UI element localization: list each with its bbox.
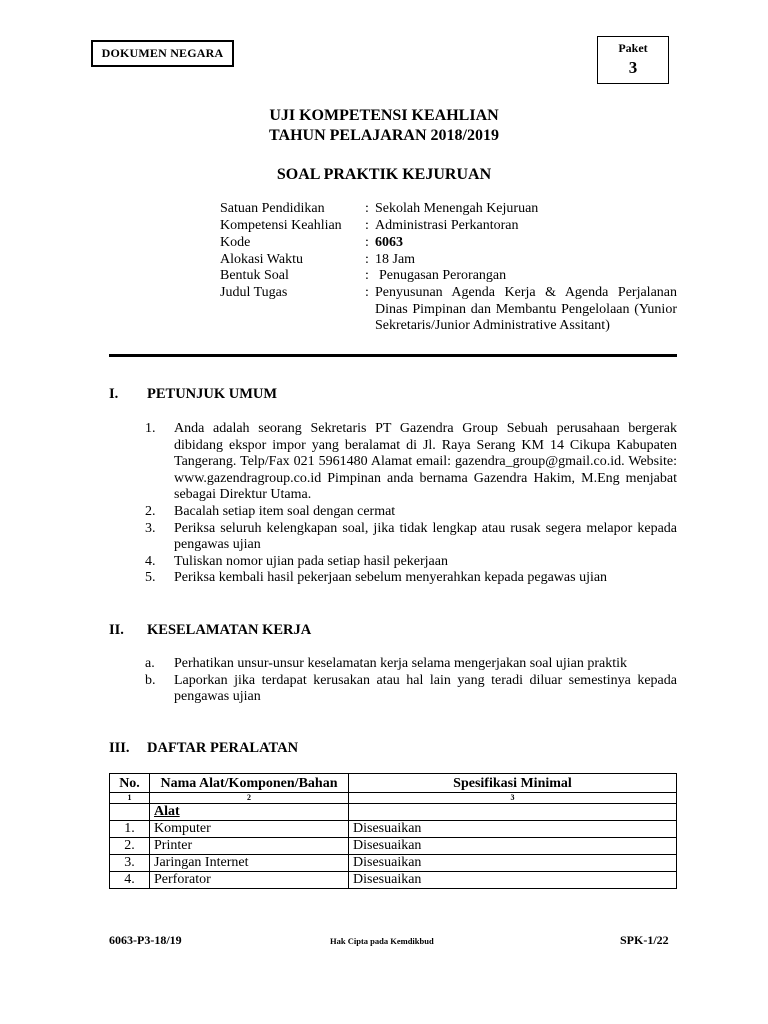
info-value: 6063 xyxy=(375,235,403,250)
info-value: Administrasi Perkantoran xyxy=(375,218,519,233)
list-marker: 5. xyxy=(145,570,156,586)
section-title: DAFTAR PERALATAN xyxy=(147,740,299,756)
section-title: KESELAMATAN KERJA xyxy=(147,622,312,638)
info-value: Penyusunan Agenda Kerja & Agenda Perjalanan Dinas Pimpinan dan Membantu Pengelolaan (Yunior Sekretaris/Junior Administrative Assitant) xyxy=(375,285,677,333)
table-row xyxy=(110,855,677,872)
row-number: 4. xyxy=(110,872,150,889)
info-key: Kode xyxy=(220,235,251,250)
section-number: I. xyxy=(109,386,119,402)
list-text: Tuliskan nomor ujian pada setiap hasil pekerjaan xyxy=(174,553,448,569)
list-marker: 4. xyxy=(145,553,156,569)
info-colon: : xyxy=(365,285,369,300)
list-item xyxy=(145,656,677,673)
info-key: Satuan Pendidikan xyxy=(220,201,325,216)
list-text: Periksa seluruh kelengkapan soal, jika tidak lengkap atau rusak segera melapor kepada pengawas ujian xyxy=(174,520,677,553)
row-number: 2. xyxy=(110,838,150,855)
row-number: 3. xyxy=(110,855,150,872)
list-text: Bacalah setiap item soal dengan cermat xyxy=(174,503,396,519)
row-number: 1. xyxy=(110,821,150,838)
info-value: Sekolah Menengah Kejuruan xyxy=(375,201,539,216)
exam-title: UJI KOMPETENSI KEAHLIAN xyxy=(269,107,499,124)
list-item xyxy=(145,554,677,571)
section-title: PETUNJUK UMUM xyxy=(147,386,278,402)
info-colon: : xyxy=(365,201,369,216)
table-row xyxy=(110,872,677,889)
index-cell: 1 xyxy=(110,793,150,804)
list-text: Perhatikan unsur-unsur keselamatan kerja selama mengerjakan soal ujian praktik xyxy=(174,656,628,671)
document-classification-label: DOKUMEN NEGARA xyxy=(91,40,234,67)
info-colon: : xyxy=(365,268,369,283)
paket-number: 3 xyxy=(628,58,638,77)
row-spec: Disesuaikan xyxy=(349,872,677,889)
info-key: Bentuk Soal xyxy=(220,268,289,283)
info-value: Penugasan Perorangan xyxy=(379,268,507,283)
table-row xyxy=(110,838,677,855)
footer-doc-code: 6063-P3-18/19 xyxy=(109,933,182,947)
academic-year-title: TAHUN PELAJARAN 2018/2019 xyxy=(269,127,499,144)
list-marker: 3. xyxy=(145,520,156,536)
section-number: II. xyxy=(109,622,124,638)
table-cell xyxy=(349,804,677,821)
table-cell xyxy=(110,804,150,821)
list-marker: a. xyxy=(145,656,155,671)
list-marker: 1. xyxy=(145,421,156,436)
list-text: Periksa kembali hasil pekerjaan sebelum menyerahkan kepada pegawas ujian xyxy=(174,570,608,586)
list-item xyxy=(145,570,677,587)
list-item xyxy=(145,504,677,521)
header-divider xyxy=(109,354,677,357)
column-header-name: Nama Alat/Komponen/Bahan xyxy=(150,774,349,793)
instruction-list xyxy=(145,421,677,587)
list-text: Anda adalah seorang Sekretaris PT Gazendra Group Sebuah perusahaan bergerak dibidang ekspor impor yang beralamat di Jl. Raya Serang KM 14 Cikupa Kabupaten Tangerang. Telp/Fax 021 5961480 Alamat email: gazendra_group@gmail.co.id. Website: www.gazendragroup.co.id Pimpinan anda bernama Gazendra Hakim, M.Eng menjabat sebagai Direktur Utama. xyxy=(174,421,677,503)
row-name: Komputer xyxy=(150,821,349,838)
row-name: Perforator xyxy=(150,872,349,889)
group-label: Alat xyxy=(150,804,349,821)
paket-label: Paket xyxy=(618,41,648,55)
paket-box xyxy=(597,36,669,84)
equipment-table xyxy=(109,773,677,889)
footer-copyright: Hak Cipta pada Kemdikbud xyxy=(330,936,434,946)
info-key: Judul Tugas xyxy=(220,285,288,300)
table-index-row xyxy=(110,793,677,804)
table-group-row xyxy=(110,804,677,821)
row-name: Printer xyxy=(150,838,349,855)
section-number: III. xyxy=(109,740,130,756)
column-header-spec: Spesifikasi Minimal xyxy=(349,774,677,793)
safety-list xyxy=(145,656,677,706)
info-colon: : xyxy=(365,218,369,233)
info-key: Alokasi Waktu xyxy=(220,252,303,267)
list-item xyxy=(145,673,677,706)
row-spec: Disesuaikan xyxy=(349,821,677,838)
info-colon: : xyxy=(365,235,369,250)
index-cell: 2 xyxy=(150,793,349,804)
exam-subtitle: SOAL PRAKTIK KEJURUAN xyxy=(276,166,492,183)
list-text: Laporkan jika terdapat kerusakan atau hal lain yang teradi diluar semestinya kepada pengawas ujian xyxy=(174,672,677,705)
list-marker: 2. xyxy=(145,503,156,519)
info-colon: : xyxy=(365,252,369,267)
list-item xyxy=(145,421,677,504)
table-row xyxy=(110,821,677,838)
index-cell: 3 xyxy=(349,793,677,804)
column-header-no: No. xyxy=(110,774,150,793)
table-header-row xyxy=(110,774,677,793)
info-value: 18 Jam xyxy=(375,252,416,267)
info-key: Kompetensi Keahlian xyxy=(220,218,342,233)
list-marker: b. xyxy=(145,672,156,688)
row-name: Jaringan Internet xyxy=(150,855,349,872)
row-spec: Disesuaikan xyxy=(349,855,677,872)
row-spec: Disesuaikan xyxy=(349,838,677,855)
footer-page-number: SPK-1/22 xyxy=(620,933,669,947)
list-item xyxy=(145,521,677,554)
